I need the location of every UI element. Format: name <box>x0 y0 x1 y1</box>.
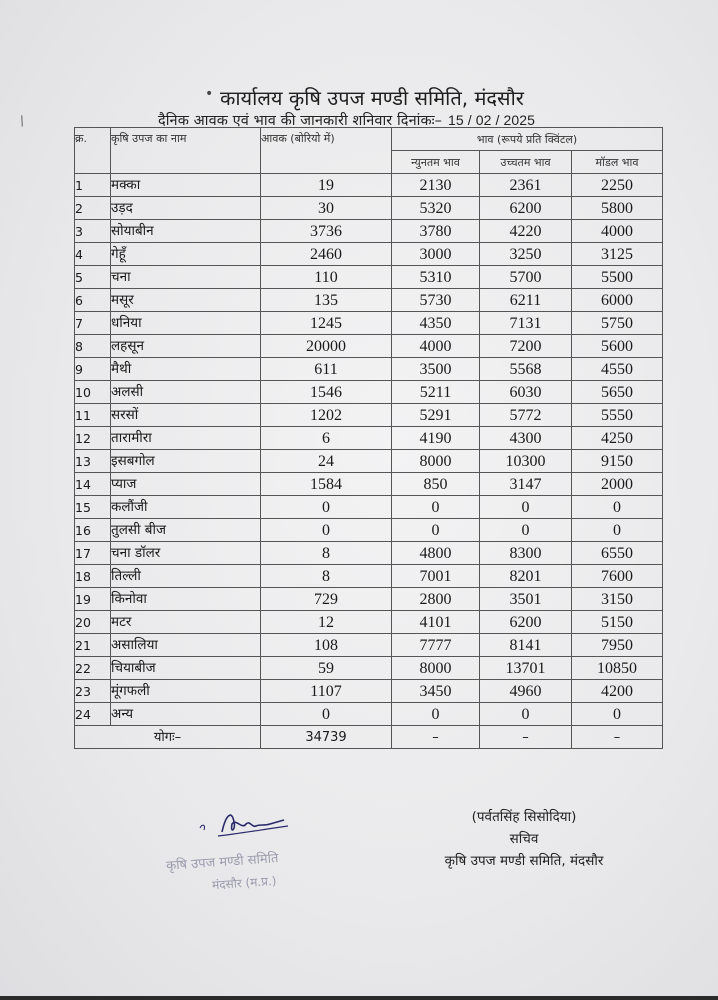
row-modal-price: 4200 <box>572 680 663 703</box>
row-crop-name: मैथी <box>111 358 261 381</box>
header-arrival: आवक (बोरियो में) <box>261 128 392 174</box>
row-arrival: 0 <box>261 496 392 519</box>
row-modal-price: 5150 <box>572 611 663 634</box>
row-min-price: 5291 <box>392 404 480 427</box>
row-arrival: 108 <box>261 634 392 657</box>
row-max-price: 0 <box>480 519 572 542</box>
row-crop-name: सोयाबीन <box>111 220 261 243</box>
row-sno: 11 <box>75 404 111 427</box>
row-sno: 12 <box>75 427 111 450</box>
row-max-price: 6211 <box>480 289 572 312</box>
row-arrival: 611 <box>261 358 392 381</box>
row-max-price: 7200 <box>480 335 572 358</box>
table-row <box>75 197 663 220</box>
row-max-price: 0 <box>480 496 572 519</box>
row-modal-price: 4000 <box>572 220 663 243</box>
total-label: योगः– <box>75 726 261 749</box>
stamp-text-2: मंदसौर (म.प्र.) <box>211 873 277 893</box>
row-max-price: 3250 <box>480 243 572 266</box>
header-name: कृषि उपज का नाम <box>111 128 261 174</box>
row-crop-name: मक्का <box>111 174 261 197</box>
row-min-price: 0 <box>392 703 480 726</box>
row-min-price: 4101 <box>392 611 480 634</box>
signatory-name: (पर्वतसिंह सिसोदिया) <box>471 809 577 825</box>
row-max-price: 8300 <box>480 542 572 565</box>
row-modal-price: 5500 <box>572 266 663 289</box>
row-min-price: 5320 <box>392 197 480 220</box>
table-row <box>75 174 663 197</box>
row-modal-price: 5800 <box>572 197 663 220</box>
row-sno: 17 <box>75 542 111 565</box>
row-min-price: 7001 <box>392 565 480 588</box>
row-min-price: 2130 <box>392 174 480 197</box>
row-sno: 9 <box>75 358 111 381</box>
row-modal-price: 4550 <box>572 358 663 381</box>
row-modal-price: 6000 <box>572 289 663 312</box>
row-min-price: 0 <box>392 496 480 519</box>
row-crop-name: तारामीरा <box>111 427 261 450</box>
row-arrival: 1546 <box>261 381 392 404</box>
stamp-text-1: कृषि उपज मण्डी समिति <box>165 851 279 874</box>
row-sno: 8 <box>75 335 111 358</box>
row-modal-price: 4250 <box>572 427 663 450</box>
row-arrival: 8 <box>261 565 392 588</box>
table-row <box>75 565 663 588</box>
row-modal-price: 5750 <box>572 312 663 335</box>
row-arrival: 2460 <box>261 243 392 266</box>
row-crop-name: सरसों <box>111 404 261 427</box>
row-sno: 19 <box>75 588 111 611</box>
row-max-price: 7131 <box>480 312 572 335</box>
row-min-price: 5310 <box>392 266 480 289</box>
table-row <box>75 335 663 358</box>
row-sno: 16 <box>75 519 111 542</box>
row-modal-price: 6550 <box>572 542 663 565</box>
pen-mark: / <box>17 113 27 130</box>
bottom-edge <box>0 996 718 1000</box>
row-arrival: 110 <box>261 266 392 289</box>
row-arrival: 6 <box>261 427 392 450</box>
row-crop-name: उड़द <box>111 197 261 220</box>
header-sno: क्र. <box>75 128 111 174</box>
table-row <box>75 450 663 473</box>
row-max-price: 8201 <box>480 565 572 588</box>
row-modal-price: 9150 <box>572 450 663 473</box>
row-min-price: 4350 <box>392 312 480 335</box>
row-crop-name: लहसून <box>111 335 261 358</box>
table-row <box>75 473 663 496</box>
row-min-price: 4190 <box>392 427 480 450</box>
row-arrival: 1202 <box>261 404 392 427</box>
row-arrival: 8 <box>261 542 392 565</box>
row-max-price: 3147 <box>480 473 572 496</box>
document-title: कार्यालय कृषि उपज मण्डी समिति, मंदसौर <box>220 86 524 110</box>
table-row <box>75 588 663 611</box>
row-min-price: 5730 <box>392 289 480 312</box>
row-crop-name: धनिया <box>111 312 261 335</box>
table-row <box>75 611 663 634</box>
row-sno: 6 <box>75 289 111 312</box>
row-modal-price: 2000 <box>572 473 663 496</box>
total-arrival: 34739 <box>261 726 392 749</box>
row-sno: 13 <box>75 450 111 473</box>
row-sno: 15 <box>75 496 111 519</box>
row-min-price: 0 <box>392 519 480 542</box>
row-arrival: 3736 <box>261 220 392 243</box>
row-sno: 5 <box>75 266 111 289</box>
row-max-price: 10300 <box>480 450 572 473</box>
row-modal-price: 3125 <box>572 243 663 266</box>
table-row <box>75 220 663 243</box>
row-crop-name: चना डॉलर <box>111 542 261 565</box>
row-max-price: 6200 <box>480 197 572 220</box>
table-row <box>75 243 663 266</box>
row-crop-name: मटर <box>111 611 261 634</box>
row-max-price: 5568 <box>480 358 572 381</box>
row-crop-name: तिल्ली <box>111 565 261 588</box>
signatory-designation: सचिव <box>509 831 539 847</box>
table-row <box>75 312 663 335</box>
row-arrival: 0 <box>261 519 392 542</box>
row-sno: 7 <box>75 312 111 335</box>
row-min-price: 3450 <box>392 680 480 703</box>
row-min-price: 2800 <box>392 588 480 611</box>
row-arrival: 0 <box>261 703 392 726</box>
office-stamp <box>160 800 320 895</box>
signature-block <box>414 806 634 872</box>
row-crop-name: कलौंजी <box>111 496 261 519</box>
row-arrival: 19 <box>261 174 392 197</box>
row-max-price: 3501 <box>480 588 572 611</box>
row-max-price: 4960 <box>480 680 572 703</box>
row-min-price: 8000 <box>392 450 480 473</box>
row-sno: 23 <box>75 680 111 703</box>
row-arrival: 59 <box>261 657 392 680</box>
row-modal-price: 7950 <box>572 634 663 657</box>
row-min-price: 3780 <box>392 220 480 243</box>
row-min-price: 4000 <box>392 335 480 358</box>
row-modal-price: 7600 <box>572 565 663 588</box>
row-modal-price: 0 <box>572 496 663 519</box>
row-arrival: 1245 <box>261 312 392 335</box>
row-sno: 1 <box>75 174 111 197</box>
row-min-price: 850 <box>392 473 480 496</box>
header-modal-price: मॉडल भाव <box>572 151 663 174</box>
row-max-price: 0 <box>480 703 572 726</box>
subtitle-text: दैनिक आवक एवं भाव की जानकारी शनिवार दिनांकः– <box>158 113 443 129</box>
row-crop-name: किनोवा <box>111 588 261 611</box>
row-arrival: 20000 <box>261 335 392 358</box>
table-row <box>75 657 663 680</box>
row-crop-name: अलसी <box>111 381 261 404</box>
row-modal-price: 5650 <box>572 381 663 404</box>
row-max-price: 5700 <box>480 266 572 289</box>
row-modal-price: 0 <box>572 703 663 726</box>
row-sno: 2 <box>75 197 111 220</box>
row-crop-name: प्याज <box>111 473 261 496</box>
row-sno: 3 <box>75 220 111 243</box>
table-row <box>75 289 663 312</box>
header-min-price: न्युनतम भाव <box>392 151 480 174</box>
header-price-group: भाव (रूपये प्रति क्विंटल) <box>392 128 663 151</box>
total-row <box>75 726 663 749</box>
signatory-office: कृषि उपज मण्डी समिति, मंदसौर <box>444 853 604 869</box>
row-min-price: 4800 <box>392 542 480 565</box>
table-row <box>75 358 663 381</box>
row-min-price: 3500 <box>392 358 480 381</box>
table-row <box>75 703 663 726</box>
table-header-row <box>75 128 663 151</box>
row-max-price: 8141 <box>480 634 572 657</box>
row-modal-price: 5550 <box>572 404 663 427</box>
row-crop-name: तुलसी बीज <box>111 519 261 542</box>
row-modal-price: 10850 <box>572 657 663 680</box>
row-crop-name: इसबगोल <box>111 450 261 473</box>
row-modal-price: 0 <box>572 519 663 542</box>
total-modal: – <box>572 726 663 749</box>
table-row <box>75 680 663 703</box>
row-crop-name: गेहूँ <box>111 243 261 266</box>
row-sno: 22 <box>75 657 111 680</box>
row-arrival: 1107 <box>261 680 392 703</box>
row-sno: 20 <box>75 611 111 634</box>
row-sno: 24 <box>75 703 111 726</box>
row-max-price: 2361 <box>480 174 572 197</box>
row-crop-name: असालिया <box>111 634 261 657</box>
table-row <box>75 634 663 657</box>
row-arrival: 30 <box>261 197 392 220</box>
row-arrival: 729 <box>261 588 392 611</box>
total-max: – <box>480 726 572 749</box>
row-modal-price: 3150 <box>572 588 663 611</box>
row-max-price: 6200 <box>480 611 572 634</box>
row-min-price: 5211 <box>392 381 480 404</box>
row-sno: 10 <box>75 381 111 404</box>
row-crop-name: मूंगफली <box>111 680 261 703</box>
row-crop-name: मसूर <box>111 289 261 312</box>
row-sno: 4 <box>75 243 111 266</box>
row-max-price: 13701 <box>480 657 572 680</box>
row-arrival: 24 <box>261 450 392 473</box>
table-row <box>75 496 663 519</box>
row-max-price: 5772 <box>480 404 572 427</box>
row-max-price: 4300 <box>480 427 572 450</box>
report-date: 15 / 02 / 2025 <box>448 112 536 128</box>
row-modal-price: 5600 <box>572 335 663 358</box>
row-crop-name: चना <box>111 266 261 289</box>
row-crop-name: चियाबीज <box>111 657 261 680</box>
table-row <box>75 266 663 289</box>
row-arrival: 135 <box>261 289 392 312</box>
row-min-price: 8000 <box>392 657 480 680</box>
row-modal-price: 2250 <box>572 174 663 197</box>
row-sno: 14 <box>75 473 111 496</box>
table-row <box>75 519 663 542</box>
row-sno: 21 <box>75 634 111 657</box>
total-min: – <box>392 726 480 749</box>
row-arrival: 12 <box>261 611 392 634</box>
row-min-price: 7777 <box>392 634 480 657</box>
row-max-price: 6030 <box>480 381 572 404</box>
row-crop-name: अन्य <box>111 703 261 726</box>
row-min-price: 3000 <box>392 243 480 266</box>
table-row <box>75 381 663 404</box>
table-row <box>75 542 663 565</box>
row-arrival: 1584 <box>261 473 392 496</box>
row-sno: 18 <box>75 565 111 588</box>
header-max-price: उच्चतम भाव <box>480 151 572 174</box>
row-max-price: 4220 <box>480 220 572 243</box>
decorative-dot: • <box>205 86 214 102</box>
price-table <box>74 127 663 749</box>
table-row <box>75 427 663 450</box>
table-row <box>75 404 663 427</box>
